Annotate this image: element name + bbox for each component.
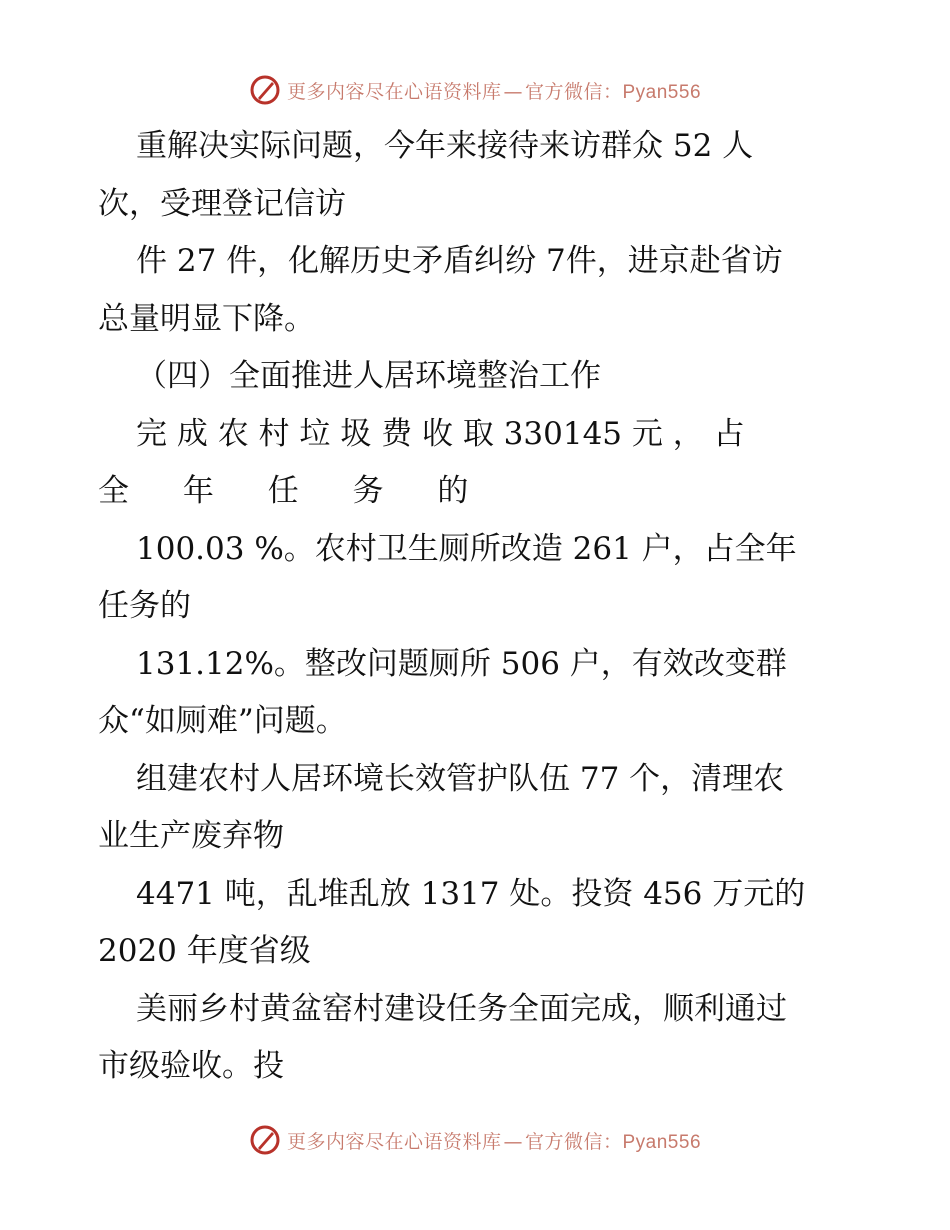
quill-pen-logo-icon	[249, 1124, 281, 1156]
body-line: 美丽乡村黄盆窑村建设任务全面完成，顺利通过	[136, 990, 787, 1027]
wechat-handle: Pyan556	[622, 1131, 702, 1153]
quill-pen-logo-icon	[249, 74, 281, 106]
body-line: 次，受理登记信访	[98, 185, 346, 222]
header-banner	[0, 70, 950, 110]
footer-banner-text: 更多内容尽在心语资料库 — 官方微信：Pyan556	[286, 1130, 702, 1153]
body-line: 全 年 任 务 的	[98, 473, 491, 509]
footer-banner	[0, 1120, 950, 1160]
body-line: 总量明显下降。	[98, 300, 315, 337]
body-line: 业生产废弃物	[98, 818, 284, 854]
body-line: 市级验收。投	[98, 1048, 284, 1084]
section-heading: （四）全面推进人居环境整治工作	[136, 358, 601, 394]
body-line: 件 27 件，化解历史矛盾纠纷 7件，进京赴省访	[136, 243, 783, 279]
body-line: 131.12%。整改问题厕所 506 户，有效改变群	[136, 645, 787, 682]
body-line: 重解决实际问题，今年来接待来访群众 52 人	[136, 128, 754, 164]
header-banner-text: 更多内容尽在心语资料库 — 官方微信：Pyan556	[286, 80, 702, 103]
wechat-handle: Pyan556	[622, 81, 702, 103]
body-line: 众“如厕难”问题。	[98, 703, 347, 739]
body-line: 2020 年度省级	[98, 933, 311, 969]
document-body	[98, 118, 858, 1096]
body-line: 组建农村人居环境长效管护队伍 77 个，清理农	[136, 760, 785, 797]
body-line: 完 成 农 村 垃 圾 费 收 取 330145 元 ， 占	[136, 415, 745, 452]
body-line: 100.03 %。农村卫生厕所改造 261 户，占全年	[136, 530, 797, 567]
body-line: 任务的	[98, 588, 191, 624]
body-line: 4471 吨，乱堆乱放 1317 处。投资 456 万元的	[136, 875, 806, 912]
